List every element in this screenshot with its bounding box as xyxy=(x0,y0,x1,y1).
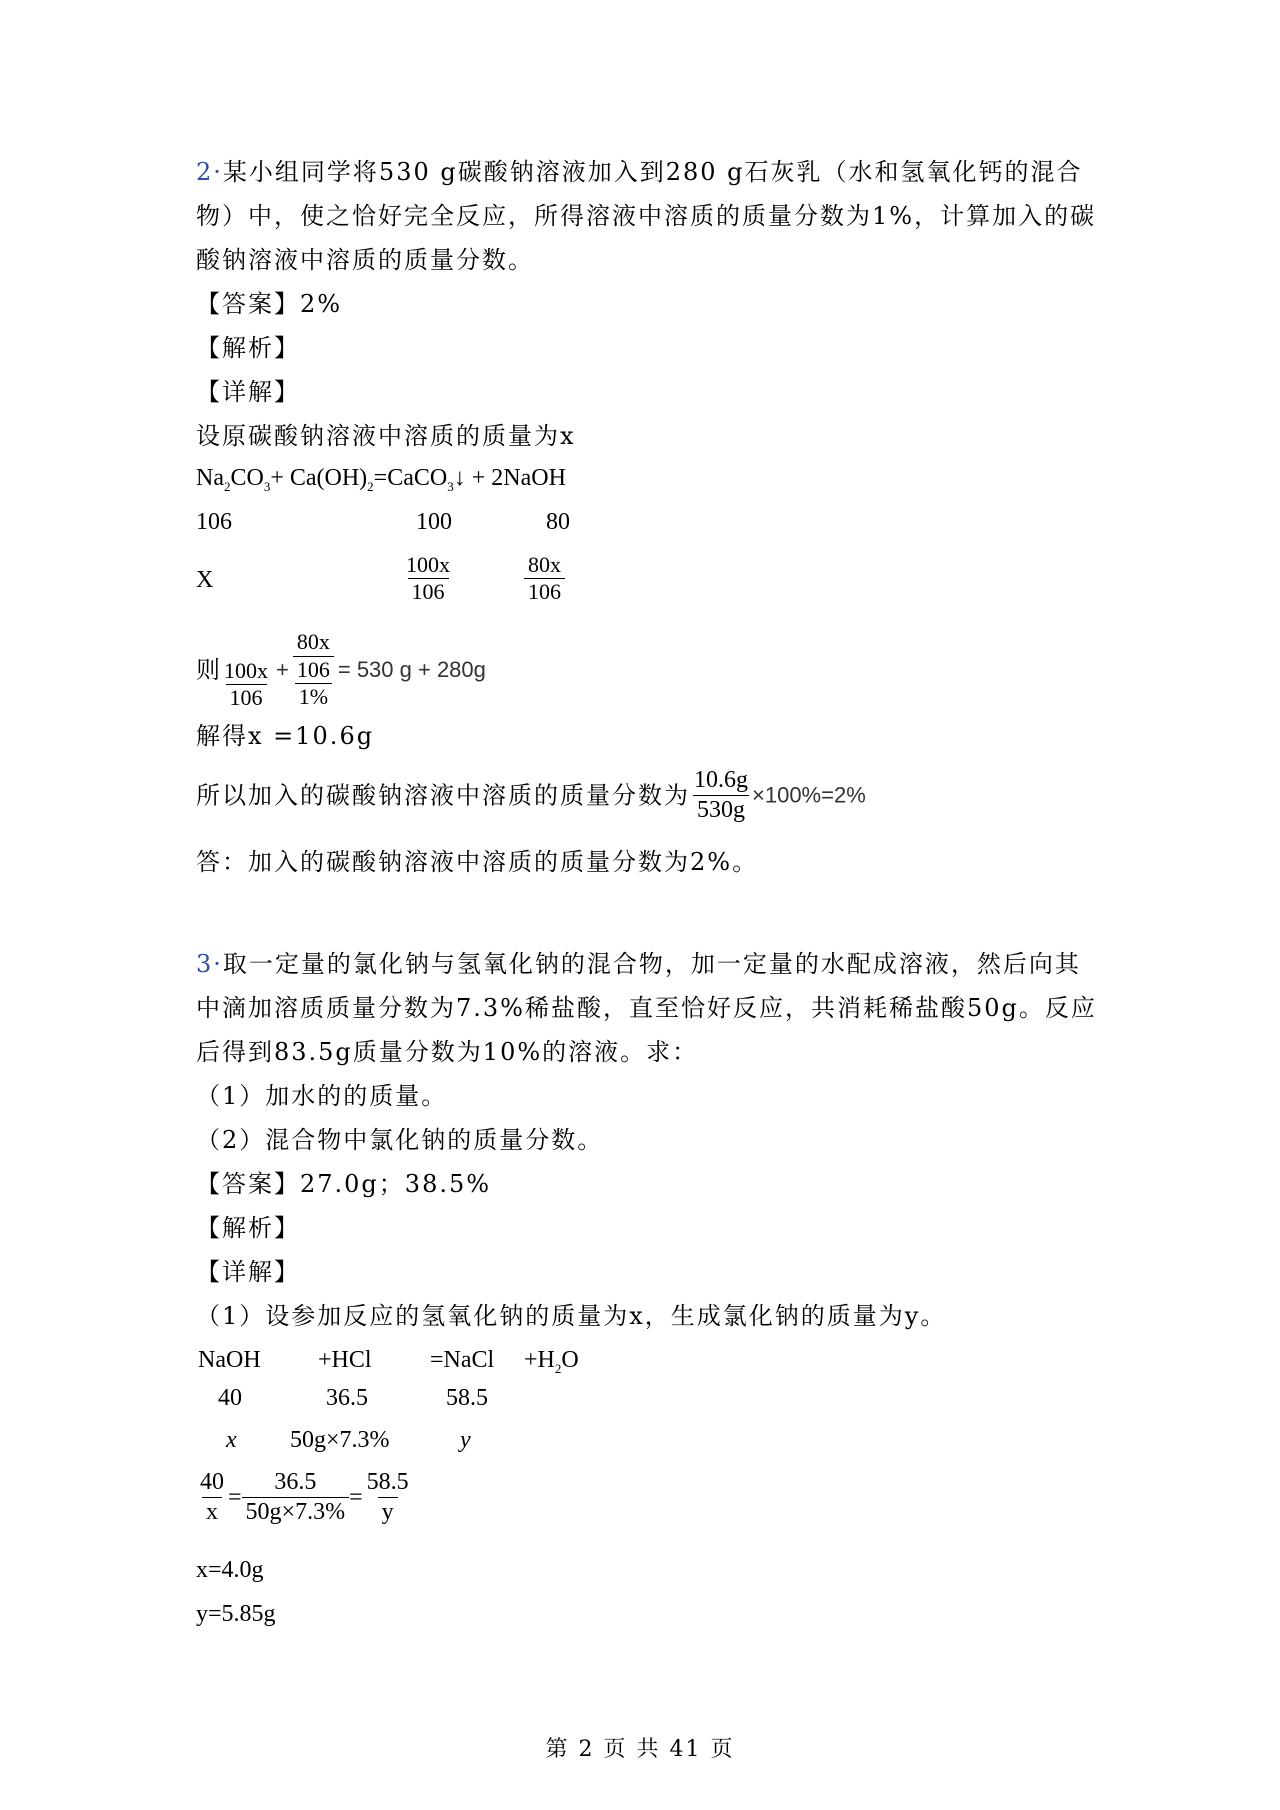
page-footer: 第 2 页 共 41 页 xyxy=(545,1737,735,1762)
q3-stem-line-2: 中滴加溶质质量分数为7.3%稀盐酸，直至恰好反应，共消耗稀盐酸50g。反应 xyxy=(196,994,1097,1022)
q3-stem-line-1 xyxy=(196,952,1081,976)
q2-var-f2-den: 106 xyxy=(524,578,565,605)
q3-number-separator: · xyxy=(213,950,223,978)
q2-var-f2-num: 80x xyxy=(528,552,561,577)
q2-eq-caoh: + Ca(OH) xyxy=(270,465,368,491)
q2-then-f1-den: 106 xyxy=(226,684,267,711)
q2-analysis-label: 【解析】 xyxy=(196,334,300,362)
q2-so-text: 所以加入的碳酸钠溶液中溶质的质量分数为 xyxy=(196,781,690,810)
q2-then-label: 则 xyxy=(196,655,220,684)
q2-var-f1-den: 106 xyxy=(408,578,449,605)
q3-eq-sub: 2 xyxy=(554,1360,562,1376)
q2-number: 2 xyxy=(196,158,214,186)
q2-solve: 解得x =10.6g xyxy=(196,722,375,750)
q2-then-rhs: = 530 g + 280g xyxy=(337,656,486,682)
q3-stem-text-1: 取一定量的氯化钠与氢氧化钠的混合物，加一定量的水配成溶液，然后向其 xyxy=(222,950,1081,978)
q2-answer: 【答案】2% xyxy=(196,290,343,318)
q3-var-hcl-mass: 50g×7.3% xyxy=(290,1427,390,1453)
q2-eq-sub-d: 3 xyxy=(447,478,454,494)
q3-y-value: y=5.85g xyxy=(196,1601,276,1627)
q2-eq-sub-b: 3 xyxy=(263,478,271,494)
q3-eq-h2o xyxy=(524,1348,579,1375)
q2-eq-naoh: + 2NaOH xyxy=(471,465,566,491)
q3-analysis-label: 【解析】 xyxy=(196,1214,300,1242)
precipitate-arrow-icon: ↓ xyxy=(453,465,466,491)
q2-detail-label: 【详解】 xyxy=(196,378,300,406)
q3-ratio-f3-den: y xyxy=(378,1497,398,1527)
q3-x-value: x=4.0g xyxy=(196,1557,264,1583)
q3-ratio-f1-den: x xyxy=(202,1497,222,1527)
q2-var-x: X xyxy=(196,567,214,593)
q2-then-f2-den: 1% xyxy=(295,683,332,710)
q2-number-separator: · xyxy=(213,158,223,186)
q2-mass-100: 100 xyxy=(416,509,452,535)
q3-ratio-f2-den: 50g×7.3% xyxy=(242,1497,350,1527)
q3-detail-label: 【详解】 xyxy=(196,1258,300,1286)
q2-stem-line-1 xyxy=(196,160,1083,184)
q2-var-fraction-1 xyxy=(402,552,454,606)
q3-number: 3 xyxy=(196,950,214,978)
q2-then-f2-mid: 106 xyxy=(293,656,334,683)
q3-ratio-equation xyxy=(196,1468,413,1527)
q3-eq-o: O xyxy=(561,1347,579,1373)
q3-var-y: y xyxy=(460,1427,471,1453)
q3-stem-line-3: 后得到83.5g质量分数为10%的溶液。求： xyxy=(196,1038,699,1066)
q2-var-fraction-2 xyxy=(524,552,565,606)
q2-so-rhs: ×100%=2% xyxy=(752,782,866,808)
q3-subquestion-1: （1）加水的的质量。 xyxy=(196,1082,448,1110)
q2-mass-80: 80 xyxy=(546,509,570,535)
q2-let-statement: 设原碳酸钠溶液中溶质的质量为x xyxy=(196,422,576,450)
q3-mass-585: 58.5 xyxy=(446,1385,488,1411)
q2-eq-sub-c: 2 xyxy=(367,478,374,494)
q2-stem-line-3: 酸钠溶液中溶质的质量分数。 xyxy=(196,246,534,274)
q2-mass-106: 106 xyxy=(196,509,232,535)
q2-so-den: 530g xyxy=(693,795,749,825)
q2-eq-sub-a: 2 xyxy=(223,478,231,494)
q3-ratio-f1-num: 40 xyxy=(200,1469,224,1495)
q2-stem-text-1: 某小组同学将530 g碳酸钠溶液加入到280 g石灰乳（水和氢氧化钙的混合 xyxy=(222,158,1083,186)
q2-then-f2-top: 80x xyxy=(296,629,330,655)
q3-let-statement: （1）设参加反应的氢氧化钠的质量为x，生成氯化钠的质量为y。 xyxy=(196,1302,947,1330)
q2-then-equation xyxy=(196,628,486,712)
q2-then-f1-num: 100x xyxy=(224,658,268,683)
q2-eq-co: CO xyxy=(230,465,264,491)
q2-so-num: 10.6g xyxy=(694,767,748,793)
q2-final-answer: 答：加入的碳酸钠溶液中溶质的质量分数为2%。 xyxy=(196,848,759,876)
q2-eq-caco: =CaCO xyxy=(373,465,448,491)
q2-so-line xyxy=(196,766,866,825)
q3-ratio-eq-1: = xyxy=(228,1484,242,1511)
q3-ratio-f3-num: 58.5 xyxy=(366,1469,409,1495)
q3-eq-nacl: =NaCl xyxy=(430,1347,495,1373)
q3-answer: 【答案】27.0g；38.5% xyxy=(196,1170,492,1198)
q3-ratio-f2-num: 36.5 xyxy=(274,1469,317,1495)
q2-then-plus: + xyxy=(276,656,289,682)
q3-eq-h: +H xyxy=(524,1347,555,1373)
q2-equation xyxy=(196,466,566,493)
q2-var-f1-num: 100x xyxy=(406,552,450,577)
q3-eq-hcl: +HCl xyxy=(318,1347,372,1373)
q3-mass-365: 36.5 xyxy=(326,1385,368,1411)
q3-var-x: x xyxy=(226,1427,237,1453)
q2-stem-line-2: 物）中，使之恰好完全反应，所得溶液中溶质的质量分数为1%，计算加入的碳 xyxy=(196,202,1097,230)
q3-subquestion-2: （2）混合物中氯化钠的质量分数。 xyxy=(196,1126,604,1154)
q2-eq-na: Na xyxy=(196,465,224,491)
q3-mass-40: 40 xyxy=(218,1385,242,1411)
q3-eq-naoh: NaOH xyxy=(198,1347,261,1373)
q3-ratio-eq-2: = xyxy=(349,1484,363,1511)
